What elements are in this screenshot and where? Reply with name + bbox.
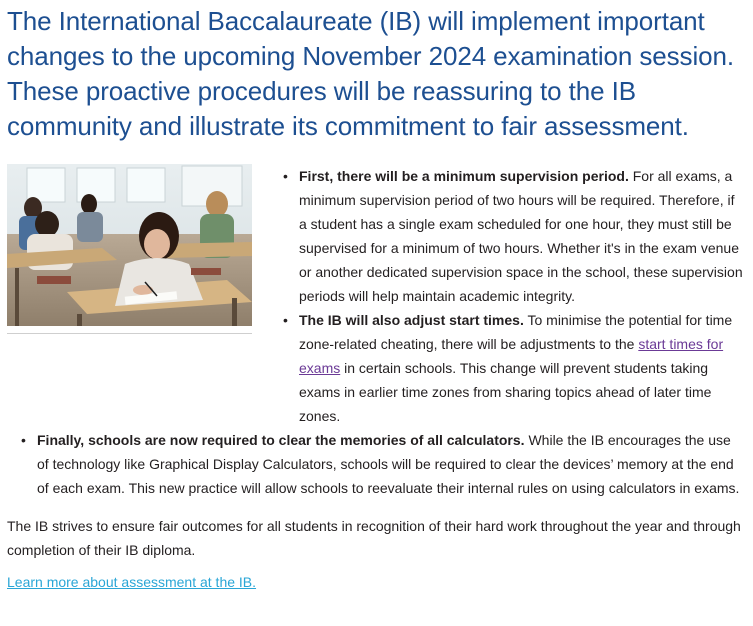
changes-list-continued	[7, 428, 745, 500]
point-lead: First, there will be a minimum supervision period.	[299, 168, 629, 184]
learn-more-link[interactable]: Learn more about assessment at the IB.	[7, 574, 257, 590]
point-text: To minimise the potential for time zone-related cheating, there will be adjustments to the	[299, 312, 733, 352]
start-times-link[interactable]: start times for exams	[299, 336, 724, 376]
point-lead: The IB will also adjust start times.	[299, 312, 524, 328]
bullet-icon: •	[283, 168, 288, 184]
point-text: For all exams, a minimum supervision period of two hours will be required. Therefore, if a student has a single exam scheduled for one hour, they must still be supervised for a minimum of two hours. Whether it's in the exam venue or another dedicated supervision space in the school, these supervision periods will help maintain academic integrity.	[299, 168, 743, 304]
article-figure	[7, 164, 252, 334]
bullet-icon: •	[283, 312, 288, 328]
point-lead: Finally, schools are now required to clear the memories of all calculators.	[37, 432, 525, 448]
list-item	[283, 308, 745, 428]
list-item	[21, 428, 745, 500]
exam-hall-photo	[7, 164, 252, 326]
bullet-icon: •	[21, 432, 26, 448]
list-item	[283, 164, 745, 308]
article-headline: The International Baccalaureate (IB) will implement important changes to the upcoming November 2024 examination session. These proactive procedures will be reassuring to the IB community and illustrate its commitment to fair assessment.	[7, 6, 734, 141]
point-text: in certain schools. This change will prevent students taking exams in earlier time zones from sharing topics ahead of later time zones.	[299, 360, 712, 424]
point-text: While the IB encourages the use of technology like Graphical Display Calculators, schools will be required to clear the devices’ memory at the end of each exam. This new practice will allow schools to reevaluate their internal rules on using calculators in exams.	[37, 432, 740, 496]
article-body	[7, 164, 745, 428]
closing-paragraph: The IB strives to ensure fair outcomes for all students in recognition of their hard work throughout the year and through completion of their IB diploma.	[7, 518, 741, 558]
